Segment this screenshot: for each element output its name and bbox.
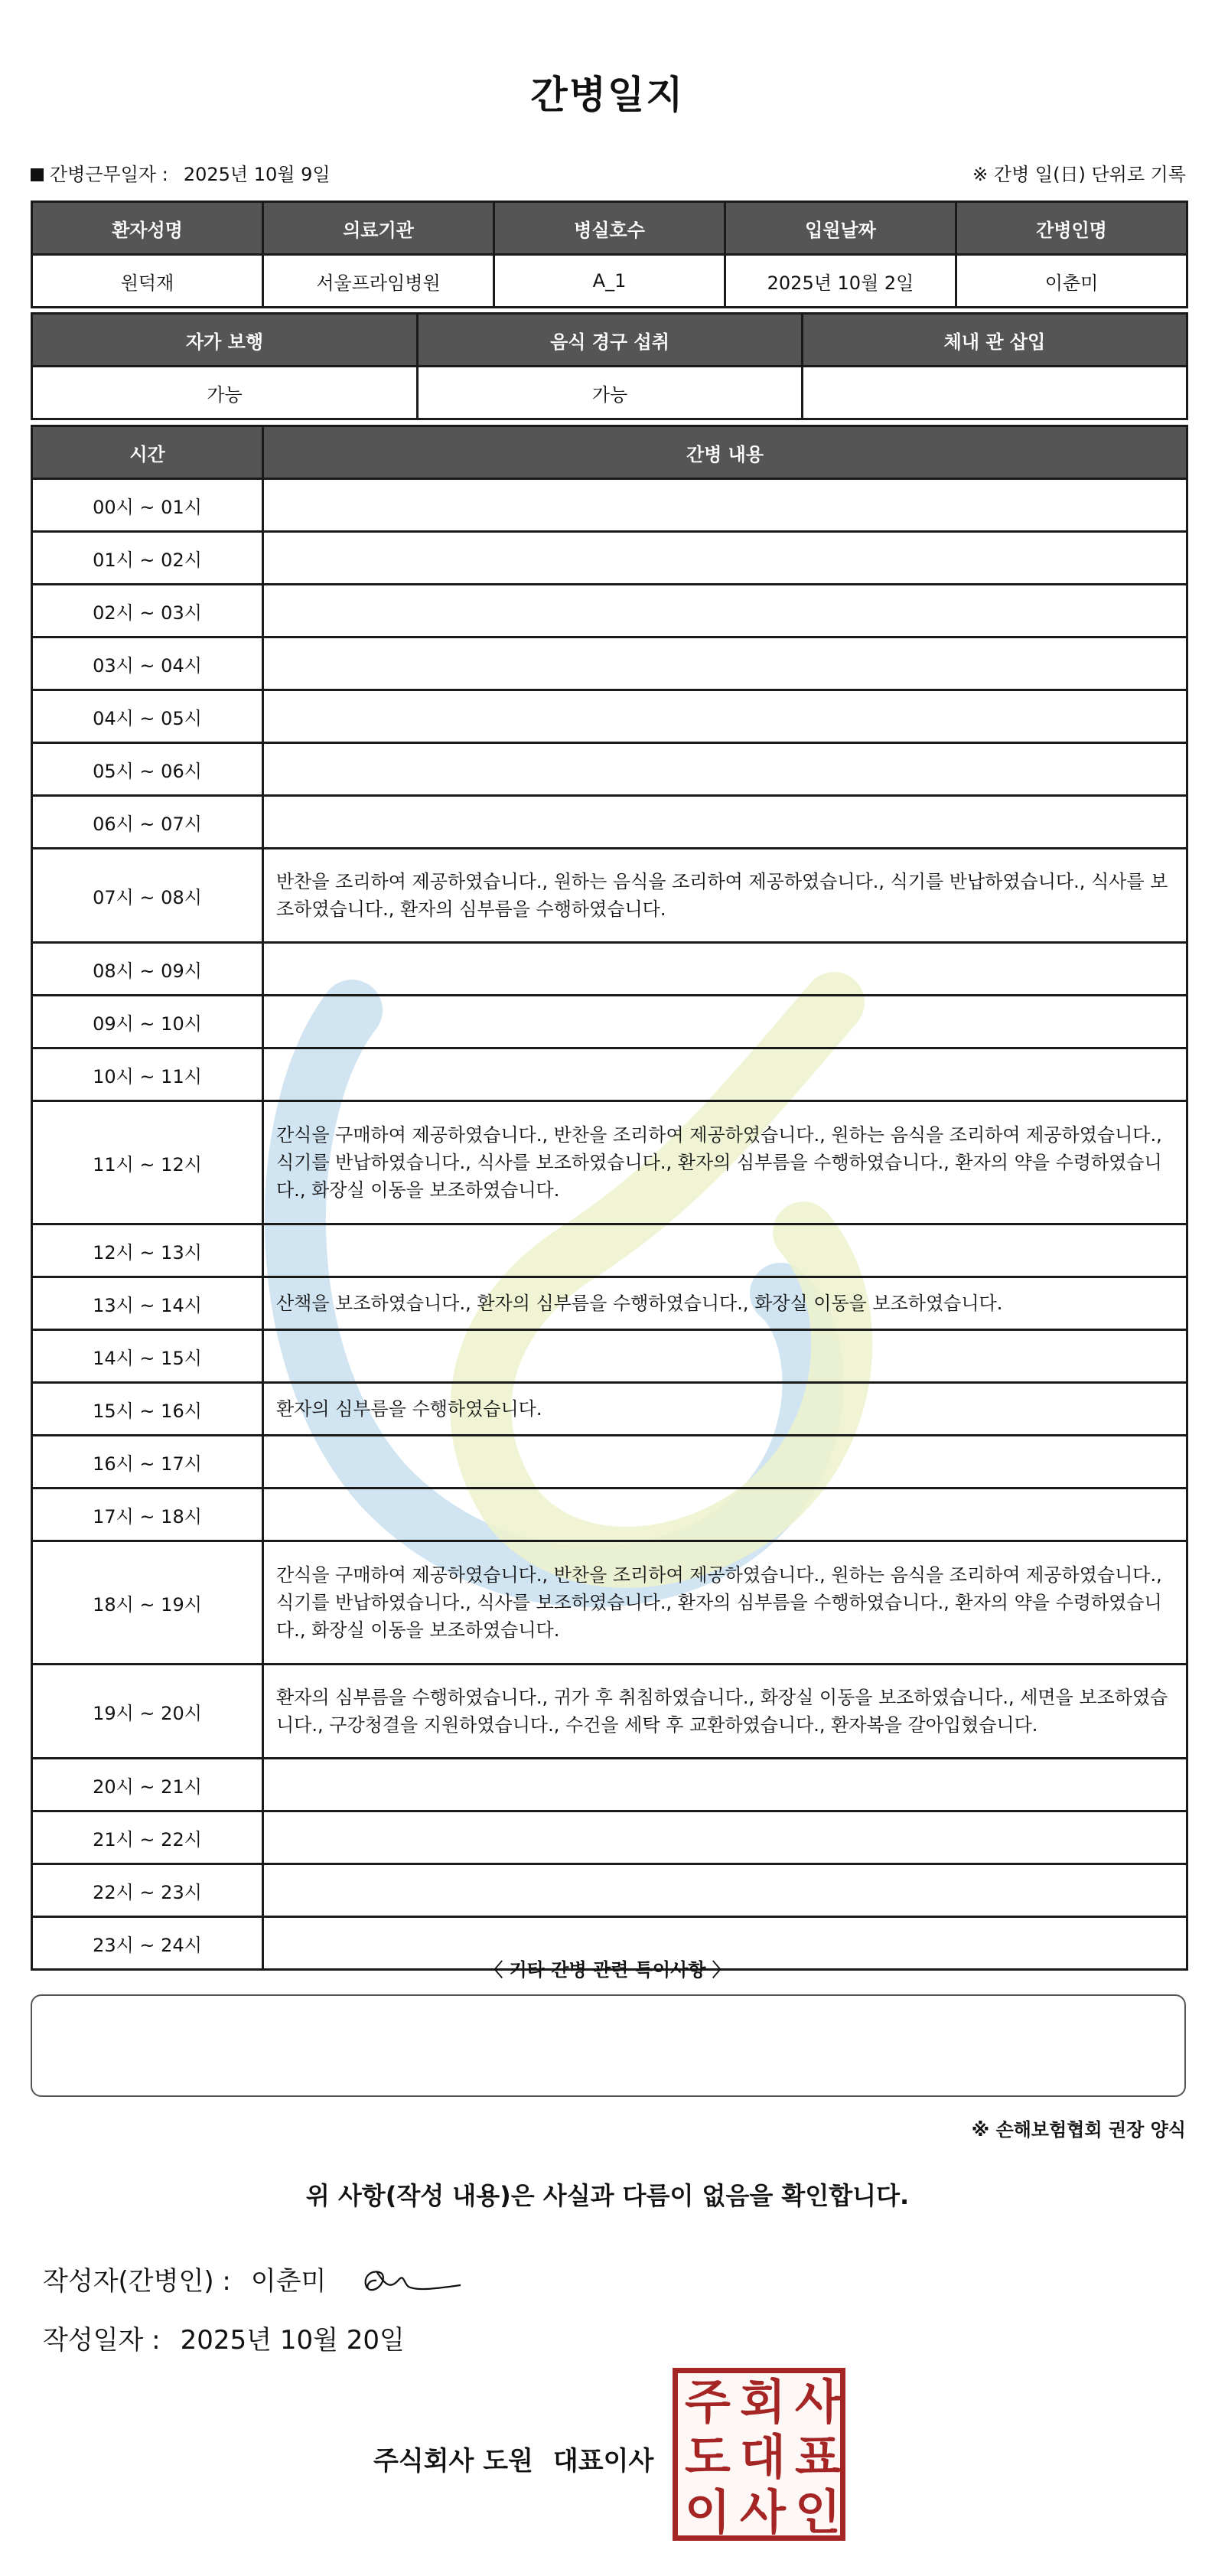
content-cell [263,943,1187,996]
time-cell: 03시 ~ 04시 [32,637,263,690]
form-source-note: ※ 손해보험협회 권장 양식 [971,2119,1186,2141]
table-row [32,943,1187,996]
table-row [32,996,1187,1048]
time-cell: 19시 ~ 20시 [32,1665,263,1759]
table-row [32,479,1187,532]
table-row [32,585,1187,637]
table-row [32,1489,1187,1541]
confirmation-statement: 위 사항(작성 내용)은 사실과 다름이 없음을 확인합니다. [305,2181,910,2210]
content-cell [263,1330,1187,1383]
header-room: 병실호수 [494,202,725,255]
content-cell [263,1224,1187,1277]
time-cell: 13시 ~ 14시 [32,1277,263,1330]
content-cell [263,996,1187,1048]
time-cell: 21시 ~ 22시 [32,1811,263,1864]
work-date-value: 2025년 10월 9일 [183,164,331,185]
table-header-row [32,202,1187,255]
oral-intake-value: 가능 [418,367,803,419]
notes-box [31,1994,1186,2097]
content-cell [263,532,1187,585]
writer-name: 이춘미 [250,2266,327,2297]
patient-name: 원덕재 [32,255,263,308]
work-date-label: 간병근무일자 : [50,164,168,185]
company-role: 대표이사 [552,2446,654,2477]
company-seal-stamp: 주 회 사 도 대 표 이 사 인 [673,2368,845,2541]
patient-status-table [31,312,1188,420]
time-cell: 22시 ~ 23시 [32,1864,263,1917]
time-cell: 18시 ~ 19시 [32,1541,263,1665]
content-cell [263,585,1187,637]
table-row [32,849,1187,943]
content-cell: 반찬을 조리하여 제공하였습니다., 원하는 음식을 조리하여 제공하였습니다., 식기를 반납하였습니다., 식사를 보조하였습니다., 환자의 심부름을 수행하였습니다. [263,849,1187,943]
unit-note: ※ 간병 일(日) 단위로 기록 [972,164,1186,185]
table-header-row [32,426,1187,479]
self-walking-value: 가능 [32,367,418,419]
content-cell [263,690,1187,743]
content-cell [263,479,1187,532]
time-cell: 15시 ~ 16시 [32,1383,263,1436]
content-cell [263,1759,1187,1811]
time-cell: 04시 ~ 05시 [32,690,263,743]
time-cell: 16시 ~ 17시 [32,1436,263,1489]
table-row [32,1436,1187,1489]
time-cell: 01시 ~ 02시 [32,532,263,585]
content-cell [263,1436,1187,1489]
content-cell [263,796,1187,849]
time-cell: 05시 ~ 06시 [32,743,263,796]
header-self-walking: 자가 보행 [32,314,418,367]
table-row [32,1101,1187,1224]
header-care-content: 간병 내용 [263,426,1187,479]
caregiver-name: 이춘미 [956,255,1187,308]
table-row [32,1383,1187,1436]
time-cell: 17시 ~ 18시 [32,1489,263,1541]
content-cell [263,1811,1187,1864]
header-tube-insertion: 체내 관 삽입 [803,314,1187,367]
table-row [32,690,1187,743]
hospital-name: 서울프라임병원 [263,255,494,308]
content-cell [263,1489,1187,1541]
table-row [32,1541,1187,1665]
content-cell: 환자의 심부름을 수행하였습니다. [263,1383,1187,1436]
content-cell: 간식을 구매하여 제공하였습니다., 반찬을 조리하여 제공하였습니다., 원하는 음식을 조리하여 제공하였습니다., 식기를 반납하였습니다., 식사를 보조하였습니다., 환자의 심부름을 수행하였습니다., 환자의 약을 수령하였습니다., 화장실 이동을 보조하였습니다. [263,1101,1187,1224]
written-date-row [43,2319,405,2356]
work-date [31,159,331,186]
content-cell [263,637,1187,690]
table-row [32,255,1187,308]
header-time: 시간 [32,426,263,479]
header-patient-name: 환자성명 [32,202,263,255]
time-cell: 11시 ~ 12시 [32,1101,263,1224]
table-header-row [32,314,1187,367]
header-hospital: 의료기관 [263,202,494,255]
table-row [32,637,1187,690]
content-cell: 간식을 구매하여 제공하였습니다., 반찬을 조리하여 제공하였습니다., 원하는 음식을 조리하여 제공하였습니다., 식기를 반납하였습니다., 식사를 보조하였습니다., 환자의 심부름을 수행하였습니다., 환자의 약을 수령하였습니다., 화장실 이동을 보조하였습니다. [263,1541,1187,1665]
room-number: A_1 [494,255,725,308]
table-row [32,1864,1187,1917]
content-cell [263,743,1187,796]
written-date-label: 작성일자 : [43,2325,161,2356]
time-cell: 12시 ~ 13시 [32,1224,263,1277]
company-signature [373,2440,653,2477]
table-row [32,1048,1187,1101]
time-cell: 00시 ~ 01시 [32,479,263,532]
time-cell: 02시 ~ 03시 [32,585,263,637]
table-row [32,1811,1187,1864]
content-cell [263,1864,1187,1917]
table-row [32,1330,1187,1383]
time-cell: 14시 ~ 15시 [32,1330,263,1383]
writer-row [43,2260,326,2297]
time-cell: 09시 ~ 10시 [32,996,263,1048]
header-oral-intake: 음식 경구 섭취 [418,314,803,367]
page-title: 간병일지 [530,73,685,117]
notes-title: 〈 기타 간병 관련 특이사항 〉 [484,1959,731,1981]
content-cell: 환자의 심부름을 수행하였습니다., 귀가 후 취침하였습니다., 화장실 이동을 보조하였습니다., 세면을 보조하였습니다., 구강청결을 지원하였습니다., 수건을 세탁 후 교환하였습니다., 환자복을 갈아입혔습니다. [263,1665,1187,1759]
square-bullet-icon [31,168,44,181]
time-cell: 23시 ~ 24시 [32,1917,263,1970]
header-admission-date: 입원날짜 [725,202,956,255]
time-cell: 07시 ~ 08시 [32,849,263,943]
table-row [32,1277,1187,1330]
content-cell [263,1048,1187,1101]
time-cell: 08시 ~ 09시 [32,943,263,996]
table-row [32,367,1187,419]
table-row [32,743,1187,796]
care-log-table [31,425,1188,1971]
content-cell: 산책을 보조하였습니다., 환자의 심부름을 수행하였습니다., 화장실 이동을 보조하였습니다. [263,1277,1187,1330]
admission-date: 2025년 10월 2일 [725,255,956,308]
writer-label: 작성자(간병인) : [43,2266,231,2297]
signature-icon [353,2258,465,2304]
written-date-value: 2025년 10월 20일 [180,2325,405,2356]
table-row [32,1665,1187,1759]
table-row [32,1224,1187,1277]
patient-info-table [31,201,1188,308]
time-cell: 20시 ~ 21시 [32,1759,263,1811]
table-row [32,1759,1187,1811]
table-row [32,532,1187,585]
tube-insertion-value [803,367,1187,419]
header-caregiver: 간병인명 [956,202,1187,255]
time-cell: 06시 ~ 07시 [32,796,263,849]
company-name: 주식회사 도원 [373,2446,533,2477]
time-cell: 10시 ~ 11시 [32,1048,263,1101]
table-row [32,796,1187,849]
